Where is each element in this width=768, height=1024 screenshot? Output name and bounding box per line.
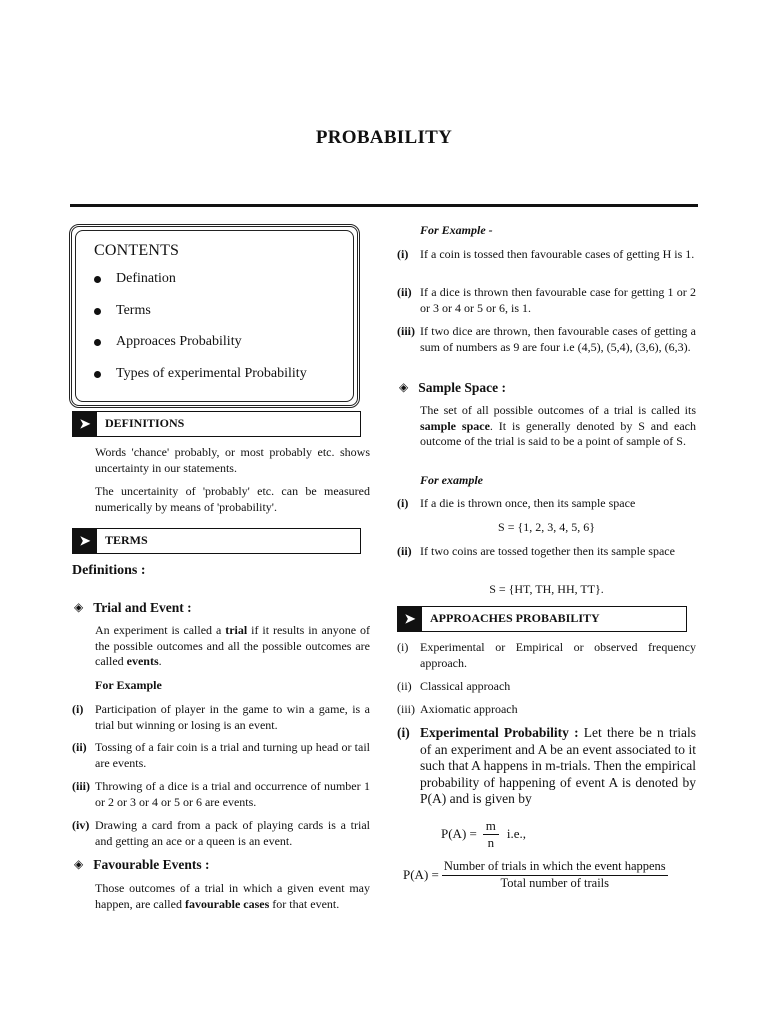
contents-item: Approaces Probability (94, 334, 307, 366)
definitions-heading: Definitions : (72, 563, 146, 578)
contents-item: Terms (94, 303, 307, 335)
favourable-definition: Those outcomes of a trial in which a given event may happen, are called favourable cases for that event. (95, 881, 370, 911)
trial-event-heading: ◈ Trial and Event : (74, 600, 192, 615)
list-item: (ii) If a dice is thrown then favourable case for getting 1 or 2 or 3 or 4 or 5 or 6, is 1. (397, 285, 696, 315)
definitions-section-bar (72, 411, 361, 437)
bullet-icon (94, 276, 101, 283)
sample-space-set: S = {1, 2, 3, 4, 5, 6} (498, 520, 595, 534)
experimental-probability: (i) Experimental Probability : Let there be n trials of an experiment and A be an event associated to it such that A happens in m-trials. Then the empirical probability of happening of event A is denoted by P(A) and is given by (397, 725, 696, 806)
arrow-right-icon: ➤ (73, 412, 97, 436)
page-title: PROBABILITY (315, 127, 453, 148)
favourable-events-heading: ◈ Favourable Events : (74, 857, 210, 872)
approaches-section-bar (397, 606, 687, 632)
for-example-heading: For example (420, 473, 483, 487)
list-item: (i) If a die is thrown once, then its sample space (397, 496, 636, 510)
definitions-para-1: Words 'chance' probably, or most probably etc. shows uncertainty in our statements. (95, 445, 370, 475)
sample-space-definition: The set of all possible outcomes of a trial is called its sample space. It is generally denoted by S and each outcome of the trial is said to be a point of sample of S. (420, 403, 696, 448)
contents-heading: CONTENTS (94, 242, 180, 259)
contents-item: Defination (94, 271, 307, 303)
list-item: (iv) Drawing a card from a pack of playing cards is a trial and getting an ace or a queen is an event. (72, 818, 370, 848)
contents-box (69, 224, 360, 408)
list-item: (i) Experimental or Empirical or observed frequency approach. (397, 640, 696, 670)
diamond-icon: ◈ (399, 380, 409, 394)
diamond-icon: ◈ (74, 857, 84, 871)
contents-list (94, 271, 307, 397)
list-item: (iii) If two dice are thrown, then favourable cases of getting a sum of numbers as 9 are four i.e (4,5), (5,4), (3,6), (6,3). (397, 324, 696, 354)
bullet-icon (94, 371, 101, 378)
formula-2: P(A) = $\frac{\text{Number of trials in which the event happens}}{\text{Total number of trails}}$ (403, 859, 666, 890)
list-item: (i) Participation of player in the game to win a game, is a trial but winning or losing is an event. (72, 702, 370, 732)
list-item: (iii) Axiomatic approach (397, 702, 518, 716)
for-example-label: For Example (95, 678, 162, 692)
definitions-para-2: The uncertainity of 'probably' etc. can be measured numerically by means of 'probability'. (95, 484, 370, 514)
terms-section-bar (72, 528, 361, 554)
trial-definition: An experiment is called a trial if it results in anyone of the possible outcomes and all the possible outcomes are called events. (95, 623, 371, 668)
formula-1: P(A) = $\frac{m}{n}$ i.e., (441, 818, 526, 850)
list-item: (ii) Classical approach (397, 679, 511, 693)
list-item: (iii) Throwing of a dice is a trial and occurrence of number 1 or 2 or 3 or 4 or 5 or 6 are events. (72, 779, 370, 809)
definitions-label: DEFINITIONS (105, 416, 185, 431)
bullet-icon (94, 339, 101, 346)
for-example-heading: For Example - (420, 223, 493, 237)
list-item: (ii) If two coins are tossed together then its sample space (397, 544, 675, 558)
title-divider (70, 204, 698, 207)
list-item: (ii) Tossing of a fair coin is a trial and turning up head or tail are events. (72, 740, 370, 770)
contents-item: Types of experimental Probability (94, 366, 307, 398)
arrow-right-icon: ➤ (398, 607, 422, 631)
approaches-label: APPROACHES PROBABILITY (430, 611, 600, 626)
arrow-right-icon: ➤ (73, 529, 97, 553)
terms-label: TERMS (105, 533, 148, 548)
diamond-icon: ◈ (74, 600, 84, 614)
sample-space-set: S = {HT, TH, HH, TT}. (489, 582, 604, 596)
bullet-icon (94, 308, 101, 315)
list-item: (i) If a coin is tossed then favourable cases of getting H is 1. (397, 247, 695, 261)
sample-space-heading: ◈ Sample Space : (399, 380, 506, 395)
